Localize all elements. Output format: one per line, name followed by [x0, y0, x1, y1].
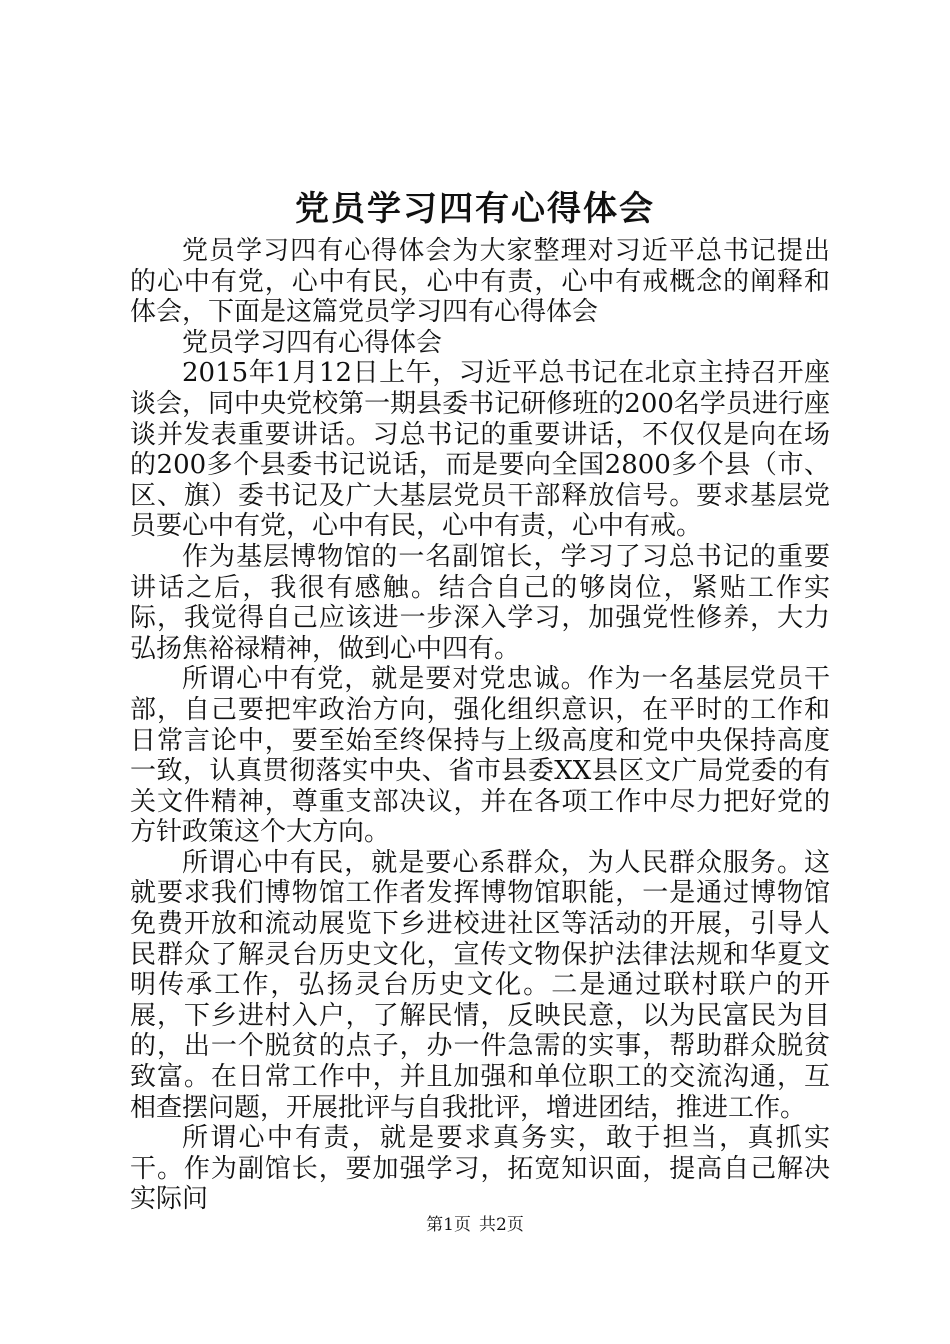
- paragraph-museum: 作为基层博物馆的一名副馆长，学习了习总书记的重要讲话之后，我很有感触。结合自己的够岗位，紧贴工作实际，我觉得自己应该进一步深入学习，加强党性修养，大力弘扬焦裕禄精神，做到心中四有。: [130, 541, 830, 664]
- paragraph-people: 所谓心中有民，就是要心系群众，为人民群众服务。这就要求我们博物馆工作者发挥博物馆职能，一是通过博物馆免费开放和流动展览下乡进校进社区等活动的开展，引导人民群众了解灵台历史文化，宣传文物保护法律法规和华夏文明传承工作，弘扬灵台历史文化。二是通过联村联户的开展，下乡进村入户，了解民情，反映民意，以为民富民为目的，出一个脱贫的点子，办一件急需的实事，帮助群众脱贫致富。在日常工作中，并且加强和单位职工的交流沟通，互相查摆问题，开展批评与自我批评，增进团结，推进工作。: [130, 847, 830, 1123]
- paragraph-subtitle: 党员学习四有心得体会: [182, 327, 443, 358]
- document-title: 党员学习四有心得体会: [295, 189, 655, 229]
- paragraph-intro: 党员学习四有心得体会为大家整理对习近平总书记提出的心中有党，心中有民，心中有责，心中有戒概念的阐释和体会，下面是这篇党员学习四有心得体会: [130, 236, 830, 328]
- page-footer: [0, 1213, 950, 1237]
- paragraph-party: 所谓心中有党，就是要对党忠诚。作为一名基层党员干部，自己要把牢政治方向，强化组织意识，在平时的工作和日常言论中，要至始至终保持与上级高度和党中央保持高度一致，认真贯彻落实中央、省市县委XX县区文广局党委的有关文件精神，尊重支部决议，并在各项工作中尽力把好党的方针政策这个大方向。: [130, 664, 830, 848]
- paragraph-speech: 2015年1月12日上午，习近平总书记在北京主持召开座谈会，同中央党校第一期县委书记研修班的200名学员进行座谈并发表重要讲话。习总书记的重要讲话，不仅仅是向在场的200多个县委书记说话，而是要向全国2800多个县（市、区、旗）委书记及广大基层党员干部释放信号。要求基层党员要心中有党，心中有民，心中有责，心中有戒。: [130, 358, 830, 542]
- page-total: 共2页: [479, 1215, 524, 1235]
- paragraph-responsibility: 所谓心中有责，就是要求真务实，敢于担当，真抓实干。作为副馆长，要加强学习，拓宽知识面，提高自己解决实际问: [130, 1123, 830, 1215]
- document-body: [130, 236, 830, 1215]
- page-number: 第1页: [426, 1215, 471, 1235]
